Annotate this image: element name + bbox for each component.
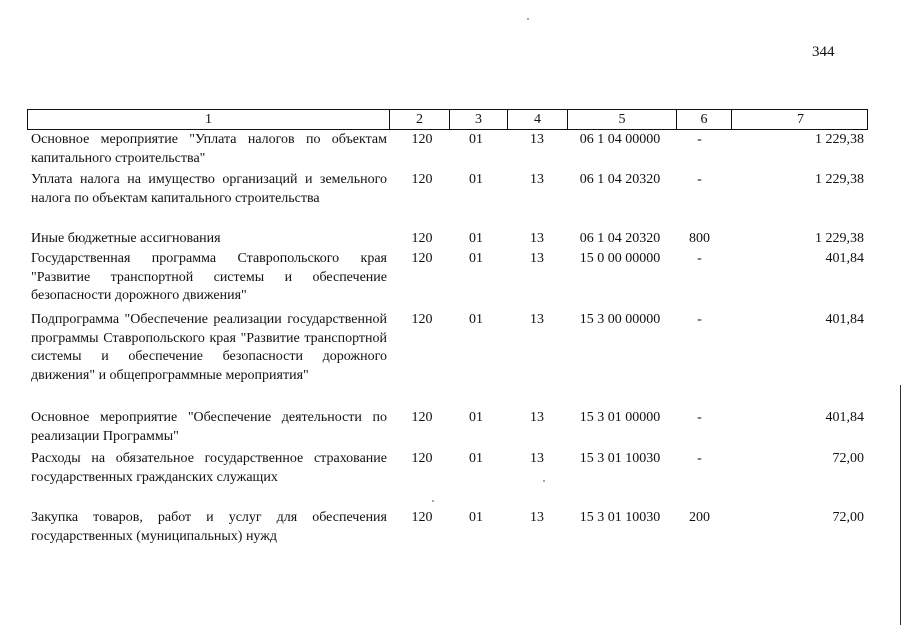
- row-col-4: 13: [530, 410, 544, 425]
- scan-speck: [543, 480, 545, 482]
- row-col-2: 120: [411, 451, 433, 466]
- row-col-4: 13: [530, 312, 544, 327]
- row-col-3: 01: [469, 312, 483, 327]
- row-col-6: -: [697, 410, 702, 425]
- row-col-6: 200: [689, 510, 710, 525]
- row-col-5: 06 1 04 20320: [579, 231, 661, 246]
- row-name: Уплата налога на имущество организаций и земельного налога по объектам капитального строительства: [31, 172, 387, 206]
- row-name: Государственная программа Ставропольского края "Развитие транспортной системы и обеспечение безопасности дорожного движения": [31, 251, 387, 303]
- row-col-7: 1 229,38: [815, 172, 864, 187]
- row-name: Основное мероприятие "Уплата налогов по объектам капитального строительства": [31, 132, 387, 166]
- row-col-6: -: [697, 172, 702, 187]
- header-col-1: 1: [205, 112, 212, 127]
- row-col-2: 120: [411, 251, 433, 266]
- row-name: Расходы на обязательное государственное страхование государственных гражданских служащих: [31, 451, 387, 485]
- row-col-5: 15 3 01 00000: [579, 410, 661, 425]
- row-col-7: 72,00: [832, 510, 864, 525]
- header-col-5: 5: [567, 110, 676, 129]
- row-col-4: 13: [530, 510, 544, 525]
- row-col-3: 01: [469, 451, 483, 466]
- row-col-6: -: [697, 451, 702, 466]
- row-col-2: 120: [411, 231, 433, 246]
- row-col-5: 15 3 00 00000: [579, 312, 661, 327]
- row-col-6: 800: [689, 231, 710, 246]
- table-header-row: [27, 109, 868, 130]
- row-col-7: 1 229,38: [815, 231, 864, 246]
- row-col-5: 06 1 04 00000: [579, 132, 661, 147]
- scan-edge-line: [900, 385, 901, 625]
- row-name: Подпрограмма "Обеспечение реализации государственной программы Ставропольского края "Развитие транспортной системы и обеспечение безопасности дорожного движения" и общепрограммные мероприятия": [31, 312, 387, 383]
- row-col-4: 13: [530, 231, 544, 246]
- row-col-5: 15 0 00 00000: [579, 251, 661, 266]
- header-col-7: 7: [731, 110, 869, 129]
- header-col-4: 4: [507, 110, 567, 129]
- row-col-2: 120: [411, 510, 433, 525]
- row-name: Основное мероприятие "Обеспечение деятельности по реализации Программы": [31, 410, 387, 444]
- header-col-2: 2: [389, 110, 449, 129]
- row-col-2: 120: [411, 312, 433, 327]
- row-col-7: 1 229,38: [815, 132, 864, 147]
- row-col-4: 13: [530, 251, 544, 266]
- row-col-3: 01: [469, 132, 483, 147]
- header-col-3: 3: [449, 110, 507, 129]
- row-col-3: 01: [469, 510, 483, 525]
- row-col-7: 401,84: [825, 410, 864, 425]
- row-col-7: 72,00: [832, 451, 864, 466]
- row-col-2: 120: [411, 410, 433, 425]
- row-col-5: 06 1 04 20320: [579, 172, 661, 187]
- scan-speck: [432, 500, 434, 502]
- row-col-5: 15 3 01 10030: [579, 451, 661, 466]
- row-col-2: 120: [411, 172, 433, 187]
- row-col-3: 01: [469, 251, 483, 266]
- row-name: Иные бюджетные ассигнования: [31, 231, 221, 246]
- row-col-6: -: [697, 132, 702, 147]
- row-col-7: 401,84: [825, 312, 864, 327]
- row-col-7: 401,84: [825, 251, 864, 266]
- row-name: Закупка товаров, работ и услуг для обеспечения государственных (муниципальных) нужд: [31, 510, 387, 544]
- row-col-4: 13: [530, 132, 544, 147]
- row-col-5: 15 3 01 10030: [579, 510, 661, 525]
- row-col-3: 01: [469, 172, 483, 187]
- row-col-2: 120: [411, 132, 433, 147]
- row-col-3: 01: [469, 410, 483, 425]
- row-col-6: -: [697, 312, 702, 327]
- page-number: 344: [812, 44, 835, 60]
- row-col-6: -: [697, 251, 702, 266]
- row-col-3: 01: [469, 231, 483, 246]
- budget-table: [27, 109, 868, 544]
- scan-speck: [527, 18, 529, 20]
- header-col-6: 6: [676, 110, 731, 129]
- row-col-4: 13: [530, 451, 544, 466]
- row-col-4: 13: [530, 172, 544, 187]
